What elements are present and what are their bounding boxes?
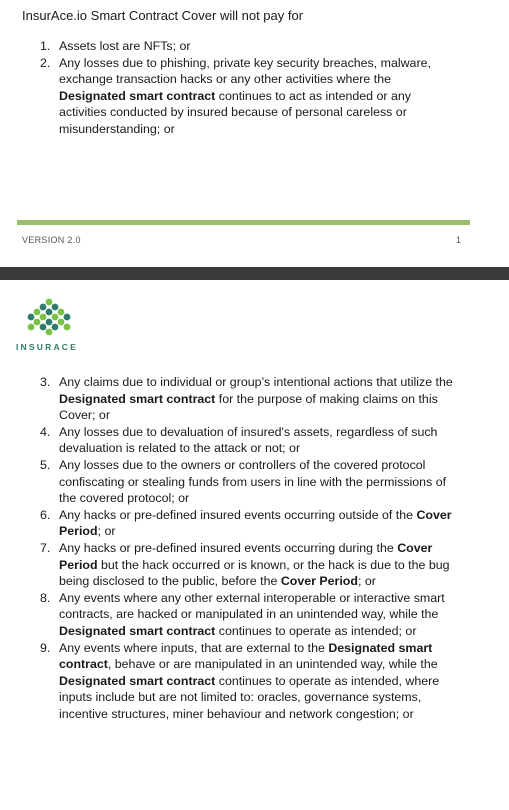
- list-item-text: Any events where inputs, that are external to the Designated smart contract, behave or are manipulated in an unintended way, while the Designated smart contract continues to operate as intended, where inputs include but are not limited to: oracles, governance systems, incentive structures, miner behaviour and network congestion; or: [59, 640, 440, 721]
- document-page-1: [0, 0, 509, 265]
- logo-wordmark: INSURACE: [16, 342, 78, 352]
- list-item-number: 6.: [40, 507, 51, 522]
- list-item-text: Any hacks or pre-defined insured events occurring outside of the Cover Period; or: [59, 507, 452, 539]
- list-item-text: Any events where any other external interoperable or interactive smart contracts, are hacked or manipulated in an unintended way, while the Designated smart contract continues to operate as intended; or: [59, 590, 445, 638]
- page-break: [0, 267, 509, 280]
- list-item-number: 7.: [40, 540, 51, 555]
- list-item: [40, 55, 450, 138]
- list-item: [40, 38, 450, 55]
- list-item-text: Any losses due to phishing, private key security breaches, malware, exchange transaction hacks or any other activities where the Designated smart contract continues to act as intended or any activities conducted by insured because of personal careless or misunderstanding; or: [59, 55, 431, 136]
- list-item-text: Any losses due to the owners or controllers of the covered protocol confiscating or stealing funds from users in line with the permissions of the covered protocol; or: [59, 457, 447, 506]
- list-item: [40, 640, 460, 723]
- list-item-number: 9.: [40, 640, 51, 655]
- list-item: [40, 374, 460, 424]
- exclusions-list-page-1: [40, 38, 450, 138]
- list-item-text: Any losses due to devaluation of insured's assets, regardless of such devaluation is related to the attack or not; or: [59, 424, 438, 456]
- exclusions-list-page-2: [40, 374, 460, 722]
- list-item-number: 4.: [40, 424, 51, 439]
- intro-text: InsurAce.io Smart Contract Cover will not pay for: [22, 8, 304, 23]
- insurace-logo-icon: [22, 298, 76, 340]
- version-label: VERSION 2.0: [22, 235, 81, 245]
- list-item-text: Any hacks or pre-defined insured events occurring during the Cover Period but the hack occurred or is known, or the hack is due to the bug being disclosed to the public, before the Cover Period; or: [59, 540, 450, 589]
- list-item: [40, 590, 460, 640]
- footer-rule: [17, 220, 470, 225]
- list-item: [40, 507, 460, 540]
- list-item-number: 8.: [40, 590, 51, 605]
- list-item: [40, 424, 460, 457]
- list-item-text: Assets lost are NFTs; or: [59, 39, 191, 53]
- list-item-number: 2.: [40, 55, 51, 70]
- document-page-2: [0, 280, 509, 810]
- list-item-text: Any claims due to individual or group’s intentional actions that utilize the Designated smart contract for the purpose of making claims on this Cover; or: [59, 375, 453, 423]
- list-item: [40, 540, 460, 590]
- list-item-number: 1.: [40, 39, 51, 53]
- page-number: 1: [456, 235, 462, 245]
- list-item-number: 3.: [40, 375, 51, 389]
- list-item: [40, 457, 460, 507]
- list-item-number: 5.: [40, 457, 51, 472]
